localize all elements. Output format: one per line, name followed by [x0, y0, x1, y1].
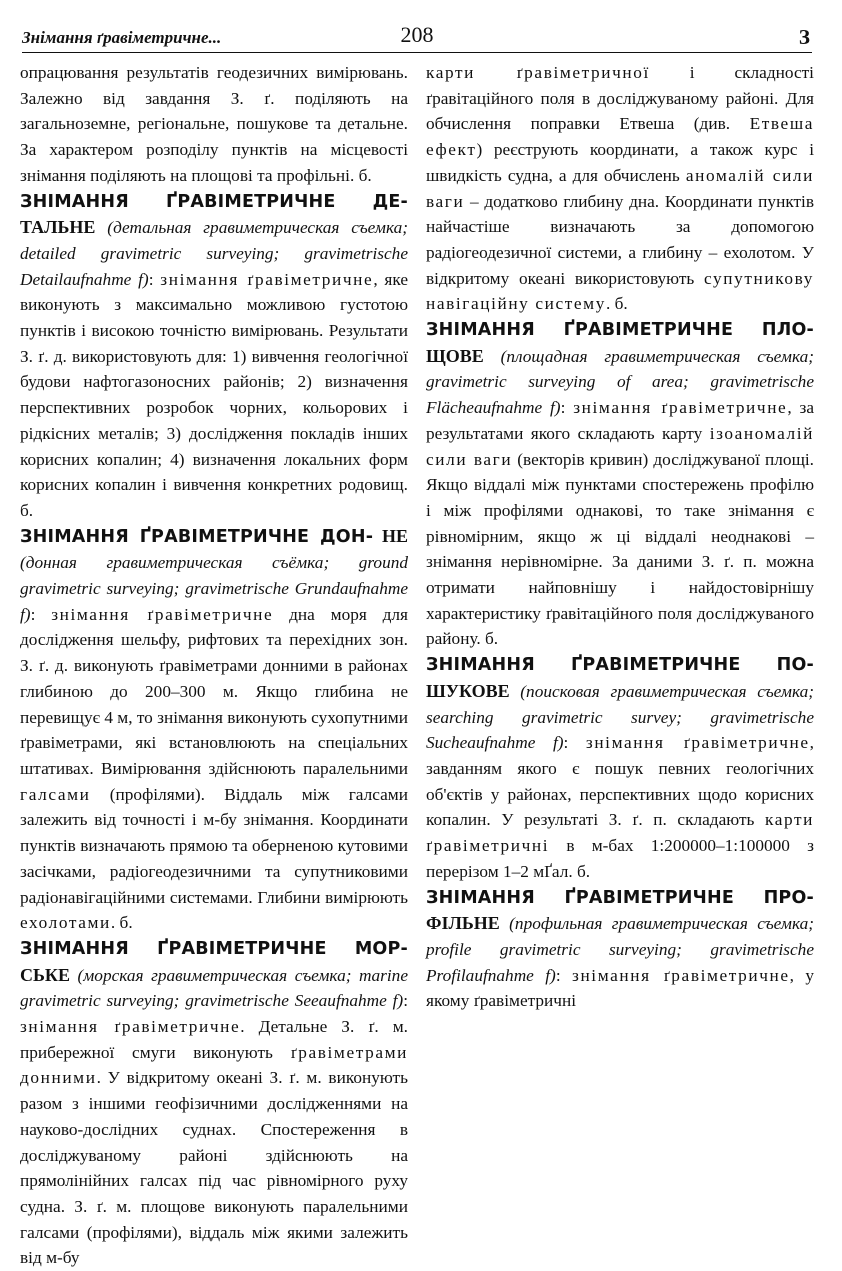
cross-reference: галсами	[20, 784, 91, 804]
cross-reference: знімання ґравіметричне	[573, 398, 788, 418]
cross-reference: ізоаномалій сили ваги	[426, 423, 814, 469]
entry-body: в м-бах 1:200000–1:100000 з перерізом 1–2 мҐал. б.	[426, 836, 814, 881]
text-columns	[20, 60, 814, 1271]
entry-body: . б.	[110, 913, 133, 933]
entry-poshukove	[426, 652, 814, 884]
entry-translations: (профильная гравиметрическая съемка; profile gravimetric surveying; gravimetrische Profilaufnahme f)	[426, 914, 814, 985]
cross-reference: знімання ґравіметричне	[20, 1017, 241, 1037]
continuation-paragraph: опрацювання результатів геодезичних вимірювань. Залежно від завдання З. ґ. поділяють на загальноземне, регіональне, пошукове та детальне. За характером розподілу пунктів на місцевості знімання поділяють на площові та профільні. б.	[20, 63, 408, 185]
entry-detailne	[20, 189, 408, 524]
entry-translations: (донная гравиметрическая съёмка; ground gravimetric surveying; gravimetrische Grundaufnahme f)	[20, 553, 408, 624]
cross-reference: знімання ґравіметричне	[585, 733, 810, 753]
cross-reference: знімання ґравіметричне	[572, 965, 790, 985]
entry-colon: :	[403, 991, 408, 1011]
entry-headword: ЗНІМАННЯ ҐРАВІМЕТРИЧНЕ МОР-	[20, 938, 408, 959]
right-column	[426, 60, 814, 1271]
entry-body: . Детальне З. ґ. м. прибережної смуги виконують	[20, 1017, 408, 1062]
cross-reference: карти ґравіметричні	[426, 810, 814, 856]
cross-reference: знімання ґравіметричне	[160, 269, 374, 289]
entry-body: і складності ґравітаційного поля в досліджуваному районі. Для обчислення поправки Етвеша (див.	[426, 63, 814, 134]
entry-body: дна моря для дослідження шельфу, рифтових та перехідних зон. З. ґ. д. виконують ґравіметрами донними в районах глибиною до 200–300 м. Якщо глибина не перевищує 4 м, то знімання виконують сухопутними ґравіметрами, які встановлюють на спеціальних штативах. Вимірювання здійснюють паралельними	[20, 604, 409, 778]
left-column	[20, 60, 408, 1271]
running-head	[22, 18, 812, 53]
entry-headword-cont: ТАЛЬНЕ	[20, 217, 96, 238]
cross-reference: супутникову навігаційну систему	[426, 268, 814, 314]
entry-headword-cont: ЩОВЕ	[426, 345, 484, 366]
running-head-title: Знімання ґравіметричне...	[22, 28, 222, 47]
entry-body: . У відкритому океані З. ґ. м. виконують разом з іншими геофізичними дослідженнями на науково-дослідних суднах. Спостереження в досліджуваному районі здійснюють на прямолінійних галсах під час рівномірного руху судна. З. ґ. м. площове виконують паралельними галсами (профілями), віддаль між якими залежить від м-бу	[20, 1068, 408, 1268]
entry-headword: ЗНІМАННЯ ҐРАВІМЕТРИЧНЕ ПО-	[426, 655, 814, 676]
entry-translations: (площадная гравиметрическая съемка; gravimetric surveying of area; gravimetrische Flächeaufnahme f)	[426, 346, 814, 418]
entry-body: ) реєструють координати, а також курс і швидкість судна, а для обчислень	[426, 140, 814, 185]
entry-colon: :	[563, 733, 586, 753]
entry-body: (векторів кривин) досліджуваної площі. Якщо віддалі між пунктами спостережень профілю і між профілями однакові, то таке знімання є рівномірним, якщо ж ці віддалі неоднакові – знімання нерівномірне. За даними З. ґ. п. можна отримати найповнішу і найдостовірнішу характеристику ґравітаційного поля досліджуваного району. б.	[426, 449, 815, 649]
entry-headword: ЗНІМАННЯ ҐРАВІМЕТРИЧНЕ ПЛО-	[426, 320, 814, 341]
entry-body: , у якому ґравіметричні	[426, 965, 815, 1011]
entry-translations: (морская гравиметрическая съемка; marine gravimetric surveying; gravimetrische Seeaufnahme f)	[20, 965, 408, 1011]
entry-headword-cont: ШУКОВЕ	[426, 680, 510, 701]
entry-colon: :	[148, 269, 161, 289]
entry-profilne	[426, 885, 814, 1015]
cross-reference: ехолотами	[20, 913, 111, 933]
cross-reference: знімання ґравіметричне	[51, 604, 274, 624]
cross-reference: Етвеша ефект	[426, 114, 814, 160]
entry-translations: (детальная гравиметрическая съемка; detailed gravimetric surveying; gravimetrische Detailaufnahme f)	[20, 218, 408, 289]
entry-headword: ЗНІМАННЯ ҐРАВІМЕТРИЧНЕ ДЕ-	[20, 191, 408, 212]
entry-continuation	[426, 60, 814, 317]
entry-body: (профілями). Віддаль між галсами залежить від точності і м-бу знімання. Координати пунктів визначають прямою та оберненою кутовими засічками, радіогеодезичними та супутниковими радіонавігаційними системами. Глибини вимірюють	[20, 784, 408, 907]
page-number: 208	[400, 22, 434, 47]
entry-donne	[20, 524, 408, 936]
entry-body: , яке виконують з максимально можливою густотою пунктів і високою точністю вимірювань. Результати З. ґ. д. використовують для: 1) вивчення геологічної будови нафтогазоносних районів; 2) визначення перспективних розробок чорних, кольорових і рідкісних металів; 3) дослідження покладів інших корисних копалин; 4) визначення локальних форм корисних копалин і вивчення конкретних родовищ. б.	[20, 269, 409, 520]
cross-reference: карти ґравіметричної	[426, 63, 650, 82]
entry-headword: ЗНІМАННЯ ҐРАВІМЕТРИЧНЕ ДОН-	[20, 526, 374, 547]
section-letter: З	[798, 25, 810, 49]
entry-body: , за результатами якого складають карту	[426, 398, 815, 443]
entry-colon: :	[560, 398, 574, 418]
entry-headword-cont: НЕ	[381, 525, 408, 546]
entry-ploshchove	[426, 317, 814, 652]
entry-translations: (поисковая гравиметрическая съемка; searching gravimetric survey; gravimetrische Sucheaufnahme f)	[426, 681, 814, 753]
entry-body: , завданням якого є пошук певних геологічних об'єктів у районах, перспективних щодо корисних копалин. У результаті З. ґ. п. складають	[426, 733, 814, 830]
entry-colon: :	[30, 604, 52, 624]
entry-body: . б.	[605, 294, 628, 314]
entry-body: – додатково глибину дна. Координати пунктів найчастіше визначають за допомогою радіогеодезичної системи, а глибину – ехолотом. У відкритому океані використовують	[426, 191, 814, 288]
entry-morske	[20, 936, 408, 1271]
entry-colon: :	[555, 965, 573, 985]
entry-headword-cont: ФІЛЬНЕ	[426, 913, 500, 934]
cross-reference: ґравіметрами донними	[20, 1042, 408, 1088]
entry-headword: ЗНІМАННЯ ҐРАВІМЕТРИЧНЕ ПРО-	[426, 887, 814, 908]
entry-headword-cont: СЬКЕ	[20, 964, 70, 985]
cross-reference: аномалій сили ваги	[426, 165, 814, 211]
